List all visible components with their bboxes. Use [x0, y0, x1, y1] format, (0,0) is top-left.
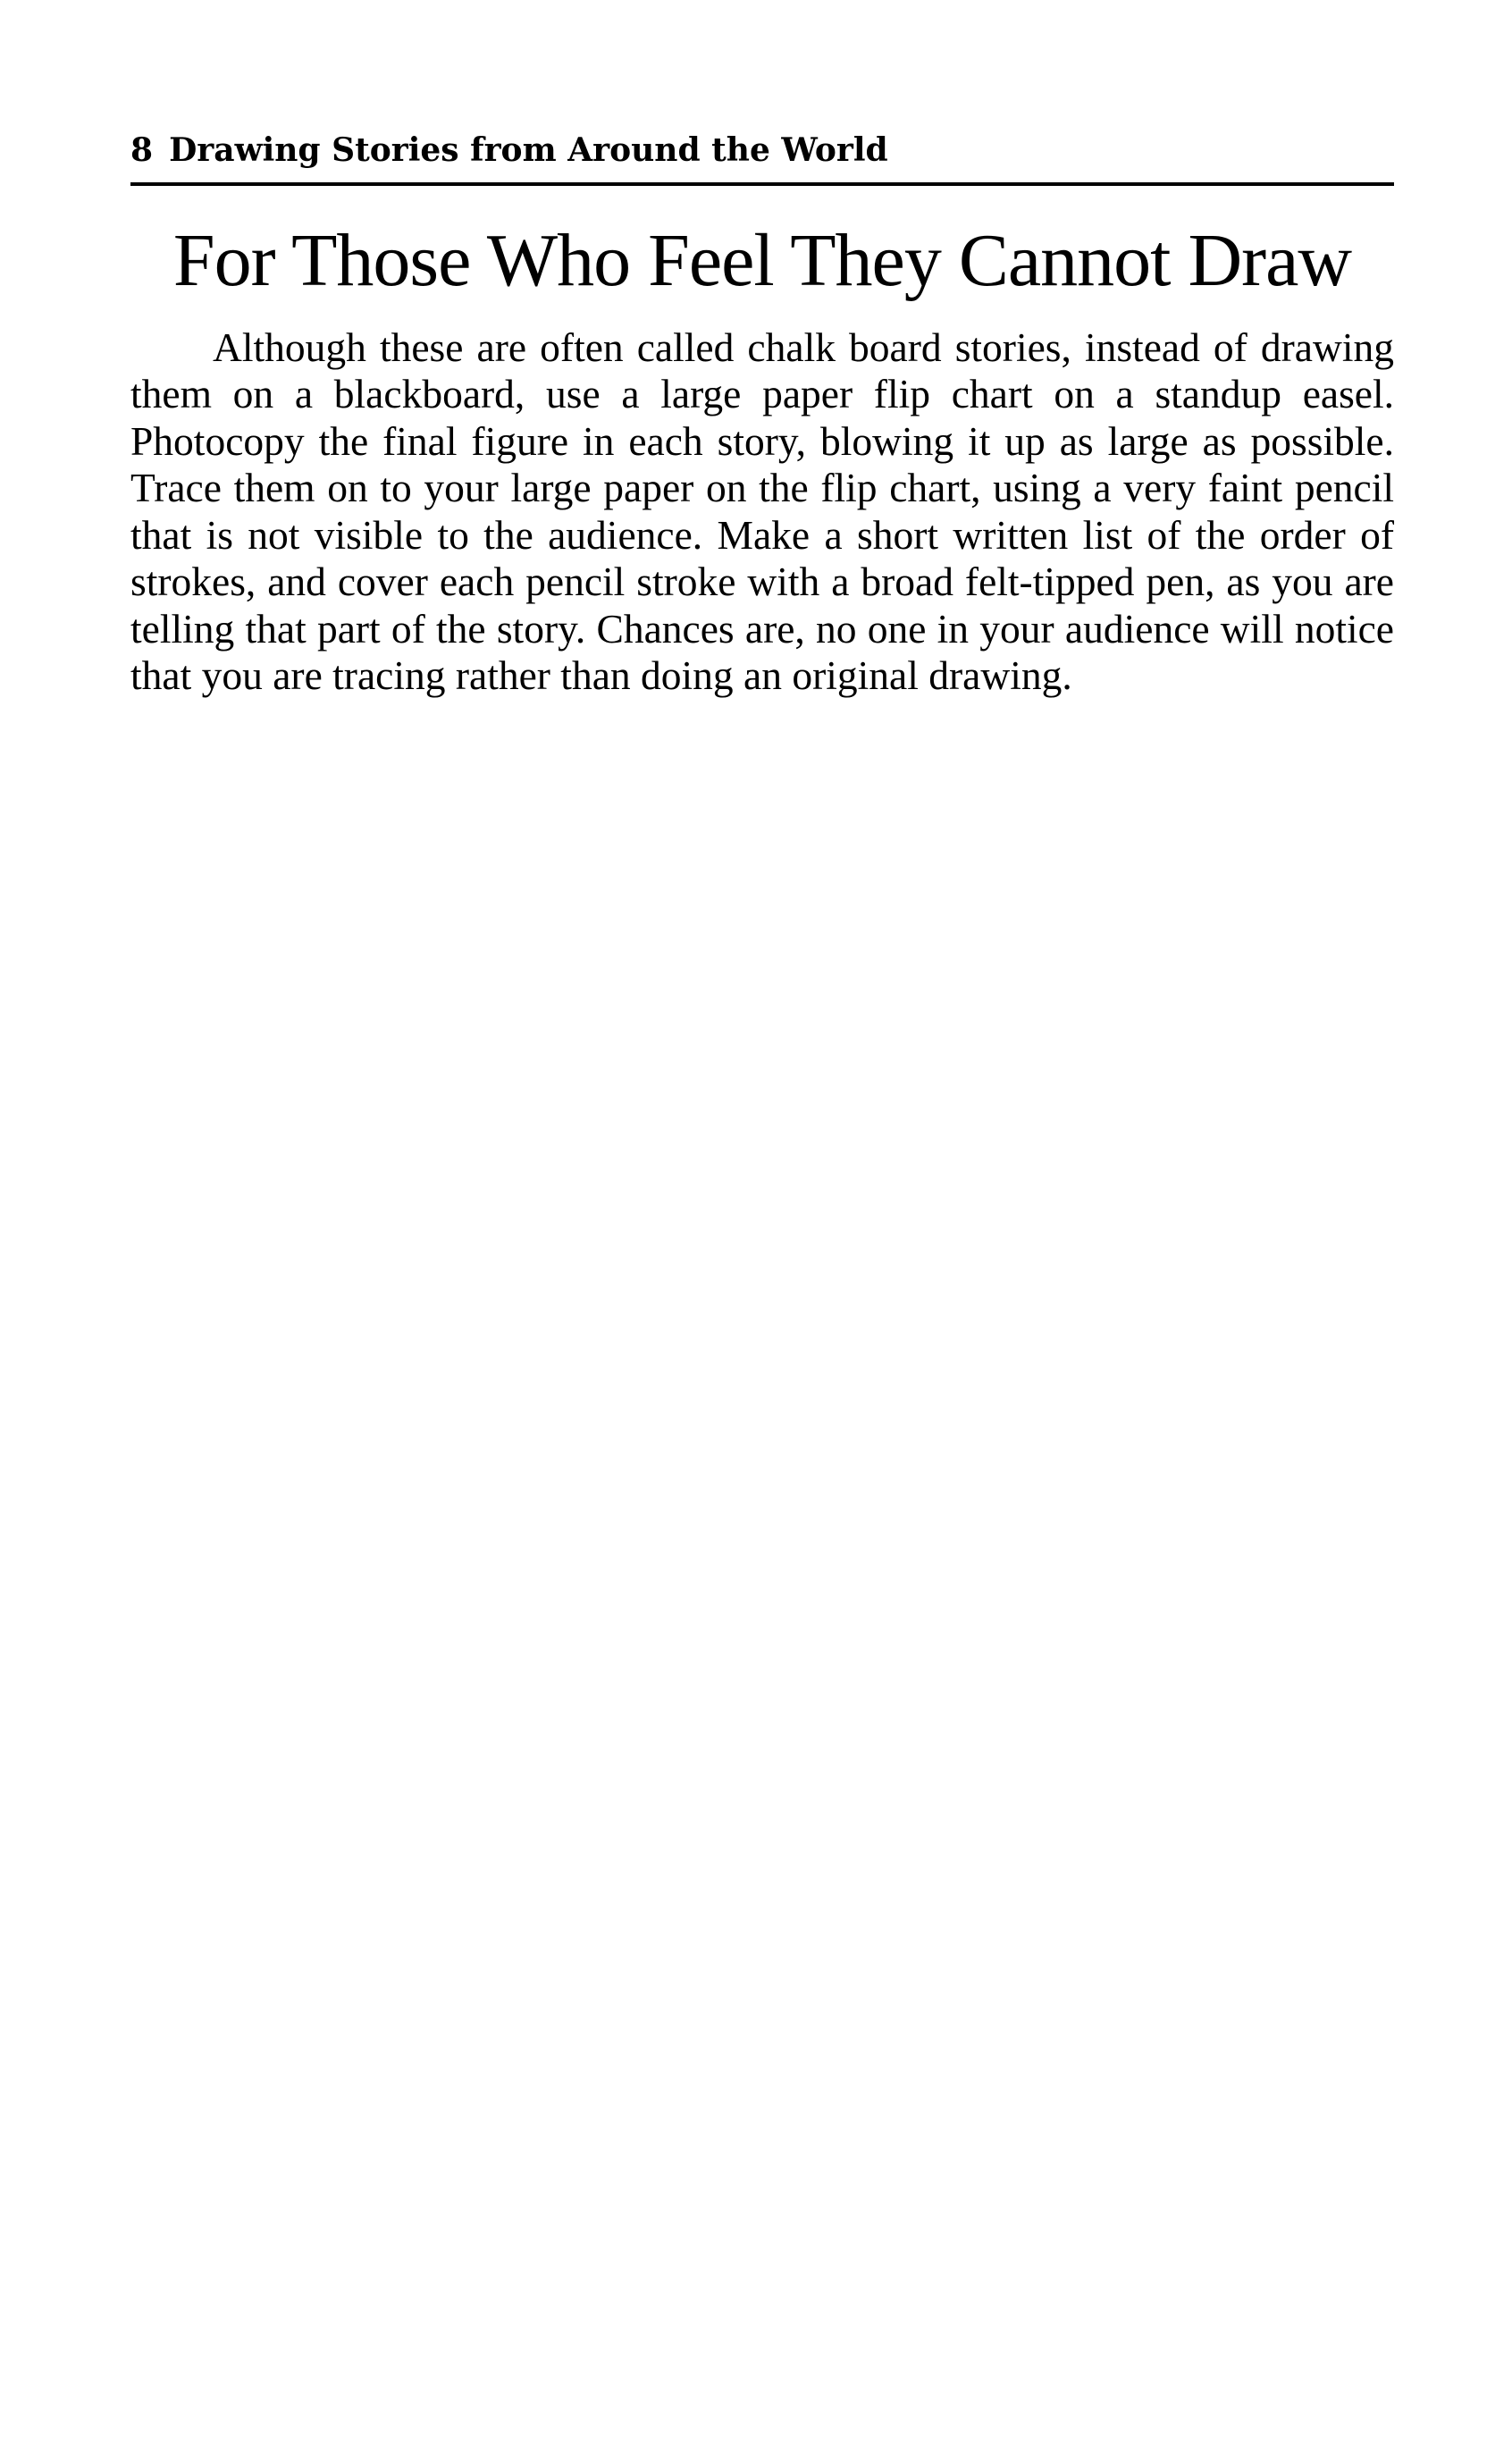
- book-title: Drawing Stories from Around the World: [169, 131, 888, 169]
- section-title: For Those Who Feel They Cannot Draw: [172, 219, 1352, 302]
- book-page: [130, 131, 1394, 700]
- running-head: [130, 131, 1394, 186]
- body-paragraph: Although these are often called chalk board stories, instead of drawing them on a blackboard, use a large paper flip chart on a standup easel. Photocopy the final figure in each story, blowing it up as large as possible. Trace them on to your large paper on the flip chart, using a very faint pencil that is not visible to the audience. Make a short written list of the order of strokes, and cover each pencil stroke with a broad felt-tipped pen, as you are telling that part of the story. Chances are, no one in your audience will notice that you are tracing rather than doing an original drawing.: [130, 324, 1394, 699]
- page-number: 8: [130, 131, 154, 169]
